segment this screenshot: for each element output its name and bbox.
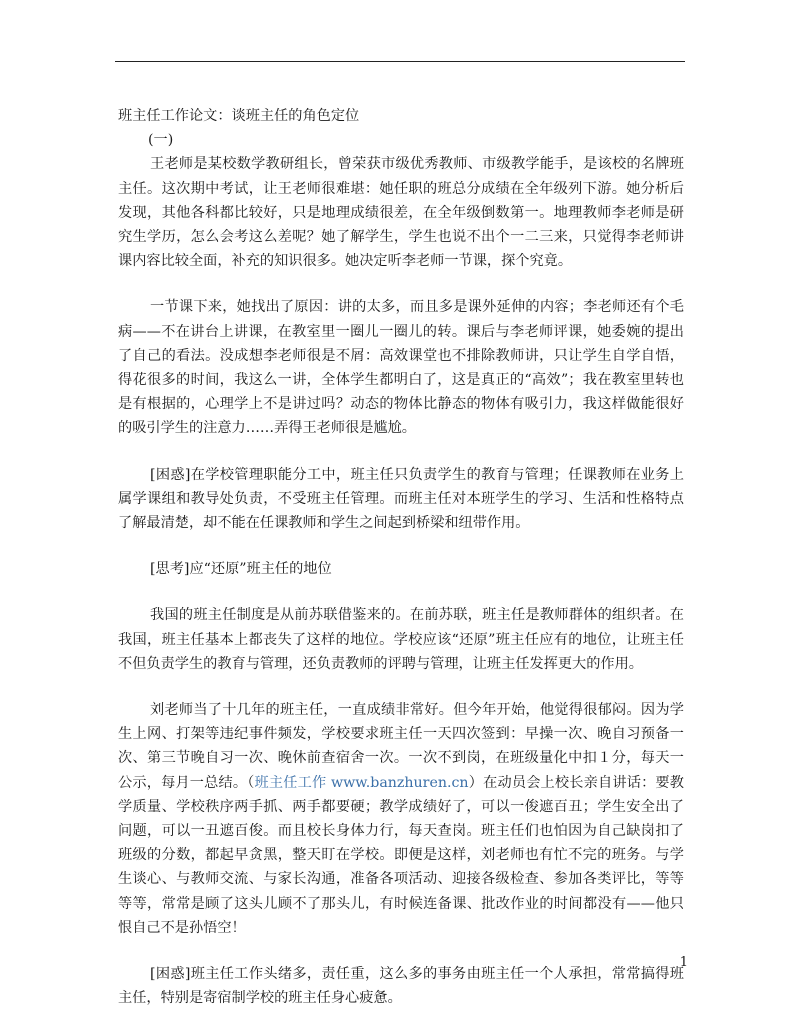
paragraph-wang-intro: 王老师是某校数学教研组长，曾荣获市级优秀教师、市级教学能手，是该校的名牌班主任。这次期中考试，让王老师很难堪：她任职的班总分成绩在全年级列下游。她分析后发现，其他各科都比较好，只是地理成绩很差，在全年级倒数第一。地理教师李老师是研究生学历，怎么会考这么差呢？她了解学生，学生也说不出个一二三来，只觉得李老师讲课内容比较全面，补充的知识很多。她决定听李老师一节课，探个究竟。 xyxy=(118,156,684,270)
paragraph-thinking-heading: [思考]应“还原”班主任的地位 xyxy=(150,561,332,578)
header-rule xyxy=(115,61,685,62)
page-number: 1 xyxy=(679,955,688,970)
section-heading: (一) xyxy=(148,132,174,149)
banzhuren-link[interactable]: 班主任工作 www.banzhuren.cn xyxy=(254,774,469,791)
paragraph-confusion-1: [困惑]在学校管理职能分工中，班主任只负责学生的教育与管理；任课教师在业务上属学课组和教导处负责，不受班主任管理。而班主任对本班学生的学习、生活和性格特点了解最清楚，却不能在任课教师和学生之间起到桥梁和纽带作用。 xyxy=(118,466,684,532)
paragraph-wang-lesson: 一节课下来，她找出了原因：讲的太多，而且多是课外延伸的内容；李老师还有个毛病——不在讲台上讲课，在教室里一圈儿一圈儿的转。课后与李老师评课，她委婉的提出了自己的看法。没成想李老师很是不屑：高效课堂也不排除教师讲，只让学生自学自悟，得花很多的时间，我这么一讲，全体学生都明白了，这是真正的“高效”；我在教室里转也是有根据的，心理学上不是讲过吗？动态的物体比静态的物体有吸引力，我这样做能很好的吸引学生的注意力……弄得王老师很是尴尬。 xyxy=(118,299,684,437)
paragraph-confusion-2: [困惑]班主任工作头绪多，责任重，这么多的事务由班主任一个人承担，常常搞得班主任，特别是寄宿制学校的班主任身心疲惫。 xyxy=(118,966,684,1007)
liu-text-after: ）在动员会上校长亲自讲话：要教学质量、学校秩序两手抓、两手都要硬；教学成绩好了，可以一俊遮百丑；学生安全出了问题，可以一丑遮百俊。而且校长身体力行，每天查岗。班主任们也怕因为自己缺岗扣了班级的分数，都起早贪黑，整天盯在学校。即便是这样，刘老师也有忙不完的班务。与学生谈心、与教师交流、与家长沟通，准备各项活动、迎接各级检查、参加各类评比，等等等等，常常是顾了这头儿顾不了那头儿，有时候连备课、批改作业的时间都没有——他只恨自己不是孙悟空！ xyxy=(118,774,684,936)
liu-text-before: 刘老师当了十几年的班主任，一直成绩非常好。但今年开始，他觉得很郁闷。因为学生上网、打架等违纪事件频发，学校要求班主任一天四次签到：早操一次、晚自习预备一次、第三节晚自习一次、晚休前查宿舍一次。一次不到岗，在班级量化中扣１分，每天一公示，每月一总结。（ xyxy=(118,702,684,791)
paragraph-thinking-body: 我国的班主任制度是从前苏联借鉴来的。在前苏联，班主任是教师群体的组织者。在我国，班主任基本上都丧失了这样的地位。学校应该“还原”班主任应有的地位，让班主任不但负责学生的教育与管理，还负责教师的评聘与管理，让班主任发挥更大的作用。 xyxy=(118,607,684,672)
paragraph-liu xyxy=(118,698,684,940)
document-body xyxy=(118,104,684,1011)
document-title: 班主任工作论文：谈班主任的角色定位 xyxy=(118,108,360,124)
